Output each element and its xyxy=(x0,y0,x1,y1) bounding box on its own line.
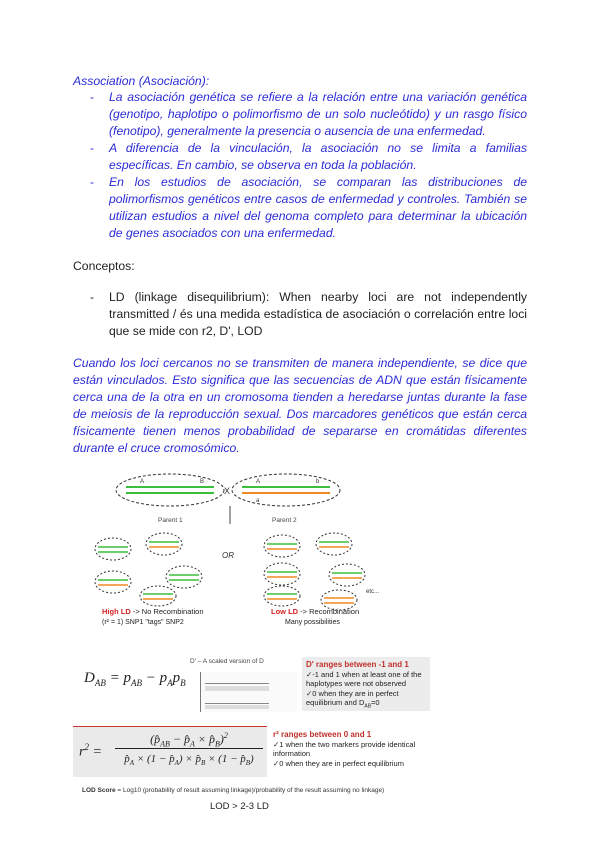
bullet-dash: - xyxy=(90,290,95,304)
r2-range-title: r² ranges between 0 and 1 xyxy=(273,730,372,739)
parent2-label: Parent 2 xyxy=(272,517,297,524)
cross-symbol: X xyxy=(224,486,231,496)
parent1-ellipse xyxy=(116,474,224,506)
allele-label: A xyxy=(140,479,145,485)
allele-label: a xyxy=(256,498,260,504)
r2-range-item: ✓1 when the two markers provide identical information xyxy=(273,739,416,759)
d-prime-range-item: ✓0 when they are in perfect equilibrium and $D_{AB}=0$ xyxy=(306,688,399,710)
d-prime-caption: D' – A scaled version of D xyxy=(190,658,264,665)
d-prime-formula xyxy=(200,672,297,712)
allele-label: A xyxy=(256,479,261,485)
lod-text: = Log10 (probability of result assuming linkage)/probability of the result assuming no linkage) xyxy=(115,787,385,794)
low-ld-text: -> Recombination xyxy=(298,607,360,616)
low-ld-offspring xyxy=(264,533,365,610)
high-ld-offspring xyxy=(95,533,202,606)
etc-label: etc... xyxy=(366,589,380,595)
bullet-dash: - xyxy=(90,175,95,189)
high-ld-label: High LD xyxy=(102,607,131,616)
high-ld-text: -> No Recombination xyxy=(130,607,204,616)
linkage-paragraph: Cuando los loci cercanos no se transmiten de manera independiente, se dice que están vinculados. Esto significa que las secuencias de ADN que están físicamente cerca una de la otra en un cromosoma tienden a heredarse juntas durante la fase de meiosis de la reproducción sexual. Dos marcadores genéticos que están cerca físicamente tienen menos probabilidad de separarse en cromátidas diferentes durante el cruce cromosómico. xyxy=(73,356,527,455)
ld-figure xyxy=(0,472,600,632)
r2-range-item: ✓0 when they are in perfect equilibrium xyxy=(273,758,404,768)
parent1-label: Parent 1 xyxy=(158,517,183,524)
d-prime-range-box xyxy=(302,657,430,711)
ld-bullet: LD (linkage disequilibrium): When nearby loci are not independently transmitted / és una medida estadística de asociación o correlación entre loci que se mide con r2, D', LOD xyxy=(109,290,527,338)
bullet-dash: - xyxy=(90,90,95,104)
d-formula: $D_{AB} = p_{AB} - p_Ap_B$ xyxy=(84,670,186,688)
allele-label: B xyxy=(200,479,205,485)
association-bullet-3: En los estudios de asociación, se comparan las distribuciones de polimorfismos genéticos entre casos de enfermedad y controles. También se utilizan estudios a nivel del genoma completo para determinar la ubicación de genes asociados con una enfermedad. xyxy=(109,175,527,240)
r2-range-box xyxy=(270,728,430,774)
d-prime-range-item: ✓-1 and 1 when at least one of the haplotypes were not observed xyxy=(306,669,422,689)
association-heading: Association (Asociación): xyxy=(73,74,210,88)
lod-threshold: LOD > 2-3 LD xyxy=(210,801,269,812)
high-ld-caption xyxy=(102,607,204,616)
low-ld-subcaption: Many possibilities xyxy=(285,619,340,626)
lod-label: LOD Score xyxy=(82,787,116,794)
parent2-ellipse xyxy=(232,474,340,506)
d-prime-range-title: D' ranges between -1 and 1 xyxy=(306,660,409,669)
or-label: OR xyxy=(222,551,234,560)
allele-label: b xyxy=(316,479,320,485)
high-ld-subcaption: (r² = 1) SNP1 "tags" SNP2 xyxy=(102,619,184,626)
conceptos-heading: Conceptos: xyxy=(73,259,135,273)
low-ld-caption xyxy=(271,607,359,616)
bullet-dash: - xyxy=(90,141,95,155)
association-bullet-2: A diferencia de la vinculación, la asociación no se limita a familias específicas. En cambio, se observa en toda la población. xyxy=(109,141,527,172)
low-ld-label: Low LD xyxy=(271,607,299,616)
lod-definition xyxy=(82,787,384,794)
association-bullet-1: La asociación genética se refiere a la relación entre una variación genética (genotipo, haplotipo o polimorfismo de un solo nucleótido) y un rasgo físico (fenotipo), generalmente la presencia o ausencia de una enfermedad. xyxy=(109,90,527,138)
r2-formula-box: $r^2$ = ($p̂_{AB}$ − $p̂_A$ × $p̂_B)^2$ $p̂_A \times (1$ − $p̂_A$) × $p̂_B \times (1$ − $p̂_B$) xyxy=(73,726,267,777)
